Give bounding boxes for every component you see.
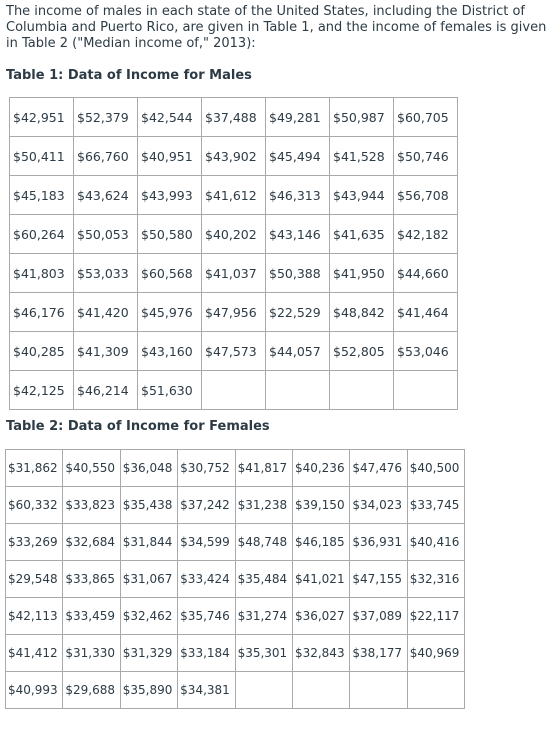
table-cell: $33,865 (63, 561, 120, 598)
table-cell: $41,803 (10, 254, 74, 293)
table-cell (292, 672, 349, 709)
table-cell: $36,027 (292, 598, 349, 635)
table-row (6, 524, 465, 561)
table-cell: $46,214 (74, 371, 138, 410)
table-cell: $41,412 (6, 635, 63, 672)
table-cell: $40,969 (407, 635, 464, 672)
table-cell: $48,748 (235, 524, 292, 561)
table-cell: $34,599 (178, 524, 235, 561)
table-row (10, 98, 458, 137)
table-cell: $34,023 (350, 487, 407, 524)
table-cell: $45,494 (266, 137, 330, 176)
table-cell: $40,550 (63, 450, 120, 487)
table-cell: $45,976 (138, 293, 202, 332)
table-cell: $29,688 (63, 672, 120, 709)
table-cell: $35,484 (235, 561, 292, 598)
table-cell: $60,705 (394, 98, 458, 137)
table-row (6, 450, 465, 487)
table-row (10, 332, 458, 371)
table-cell: $37,242 (178, 487, 235, 524)
table-cell: $39,150 (292, 487, 349, 524)
table-cell: $33,424 (178, 561, 235, 598)
table-cell: $35,890 (120, 672, 177, 709)
table-cell (235, 672, 292, 709)
table-cell: $44,057 (266, 332, 330, 371)
table-cell: $32,462 (120, 598, 177, 635)
table-cell: $35,301 (235, 635, 292, 672)
table-cell: $49,281 (266, 98, 330, 137)
table-cell: $42,951 (10, 98, 74, 137)
table-cell: $42,544 (138, 98, 202, 137)
table-cell: $43,624 (74, 176, 138, 215)
table-cell: $33,269 (6, 524, 63, 561)
table-cell: $41,528 (330, 137, 394, 176)
table-cell: $36,931 (350, 524, 407, 561)
table-cell (394, 371, 458, 410)
table-cell: $46,176 (10, 293, 74, 332)
table-cell: $41,021 (292, 561, 349, 598)
table-cell: $43,944 (330, 176, 394, 215)
table-cell: $45,183 (10, 176, 74, 215)
table-cell: $56,708 (394, 176, 458, 215)
table-cell: $32,843 (292, 635, 349, 672)
table-cell: $41,309 (74, 332, 138, 371)
table-cell: $60,332 (6, 487, 63, 524)
table-cell: $37,488 (202, 98, 266, 137)
table-cell: $33,184 (178, 635, 235, 672)
table-cell: $31,067 (120, 561, 177, 598)
table-cell: $41,464 (394, 293, 458, 332)
female-income-table (5, 449, 465, 709)
table-cell: $30,752 (178, 450, 235, 487)
table-row (10, 371, 458, 410)
table-cell: $32,316 (407, 561, 464, 598)
table-cell: $22,117 (407, 598, 464, 635)
table-cell: $37,089 (350, 598, 407, 635)
table-cell: $33,745 (407, 487, 464, 524)
table-cell: $40,285 (10, 332, 74, 371)
table-cell: $33,459 (63, 598, 120, 635)
table-cell: $36,048 (120, 450, 177, 487)
table-row (6, 635, 465, 672)
male-income-table (9, 97, 458, 410)
table-cell: $42,113 (6, 598, 63, 635)
table-cell: $31,330 (63, 635, 120, 672)
table-cell (407, 672, 464, 709)
table-cell: $44,660 (394, 254, 458, 293)
male-income-table-body (10, 98, 458, 410)
table-cell: $31,238 (235, 487, 292, 524)
table-cell: $43,160 (138, 332, 202, 371)
table-cell: $50,580 (138, 215, 202, 254)
table-row (6, 672, 465, 709)
table-cell (202, 371, 266, 410)
intro-paragraph: The income of males in each state of the United States, including the District of Columbia and Puerto Rico, are given in Table 1, and the income of females is given in Table 2 ("Median income of," 2013): (6, 4, 547, 51)
table-row (10, 215, 458, 254)
table-cell: $41,950 (330, 254, 394, 293)
table-cell: $50,987 (330, 98, 394, 137)
table-cell: $31,329 (120, 635, 177, 672)
table-cell: $40,202 (202, 215, 266, 254)
table-cell: $47,956 (202, 293, 266, 332)
table-cell: $35,438 (120, 487, 177, 524)
table-cell: $53,033 (74, 254, 138, 293)
table-cell: $52,805 (330, 332, 394, 371)
table-cell: $41,817 (235, 450, 292, 487)
table-cell: $40,236 (292, 450, 349, 487)
female-income-table-body (6, 450, 465, 709)
table-row (10, 137, 458, 176)
table-cell (266, 371, 330, 410)
table-cell: $41,037 (202, 254, 266, 293)
table-cell: $47,573 (202, 332, 266, 371)
table-row (10, 293, 458, 332)
table-cell: $33,823 (63, 487, 120, 524)
table-cell: $29,548 (6, 561, 63, 598)
table-cell: $50,411 (10, 137, 74, 176)
table-cell: $32,684 (63, 524, 120, 561)
table-cell: $60,264 (10, 215, 74, 254)
table-cell: $22,529 (266, 293, 330, 332)
table-cell: $42,125 (10, 371, 74, 410)
table-row (6, 561, 465, 598)
table-cell (350, 672, 407, 709)
table-row (6, 487, 465, 524)
table-cell: $41,420 (74, 293, 138, 332)
table-cell: $41,635 (330, 215, 394, 254)
table-cell: $41,612 (202, 176, 266, 215)
table-cell: $40,951 (138, 137, 202, 176)
table1-title: Table 1: Data of Income for Males (6, 68, 252, 83)
table-cell: $51,630 (138, 371, 202, 410)
table-cell: $34,381 (178, 672, 235, 709)
table-cell: $46,313 (266, 176, 330, 215)
table-cell: $43,993 (138, 176, 202, 215)
table-cell (330, 371, 394, 410)
table-cell: $35,746 (178, 598, 235, 635)
table-cell: $52,379 (74, 98, 138, 137)
table-cell: $47,155 (350, 561, 407, 598)
table-cell: $48,842 (330, 293, 394, 332)
table-cell: $42,182 (394, 215, 458, 254)
table-cell: $31,844 (120, 524, 177, 561)
table-cell: $40,500 (407, 450, 464, 487)
table-cell: $47,476 (350, 450, 407, 487)
table-cell: $50,388 (266, 254, 330, 293)
table-cell: $50,053 (74, 215, 138, 254)
table-cell: $46,185 (292, 524, 349, 561)
table-row (10, 176, 458, 215)
table-cell: $38,177 (350, 635, 407, 672)
table-row (10, 254, 458, 293)
table-cell: $60,568 (138, 254, 202, 293)
table-cell: $50,746 (394, 137, 458, 176)
table-cell: $40,416 (407, 524, 464, 561)
table-cell: $53,046 (394, 332, 458, 371)
table-cell: $43,902 (202, 137, 266, 176)
table-cell: $40,993 (6, 672, 63, 709)
table2-title: Table 2: Data of Income for Females (6, 419, 270, 434)
table-row (6, 598, 465, 635)
table-cell: $31,862 (6, 450, 63, 487)
table-cell: $31,274 (235, 598, 292, 635)
table-cell: $66,760 (74, 137, 138, 176)
table-cell: $43,146 (266, 215, 330, 254)
